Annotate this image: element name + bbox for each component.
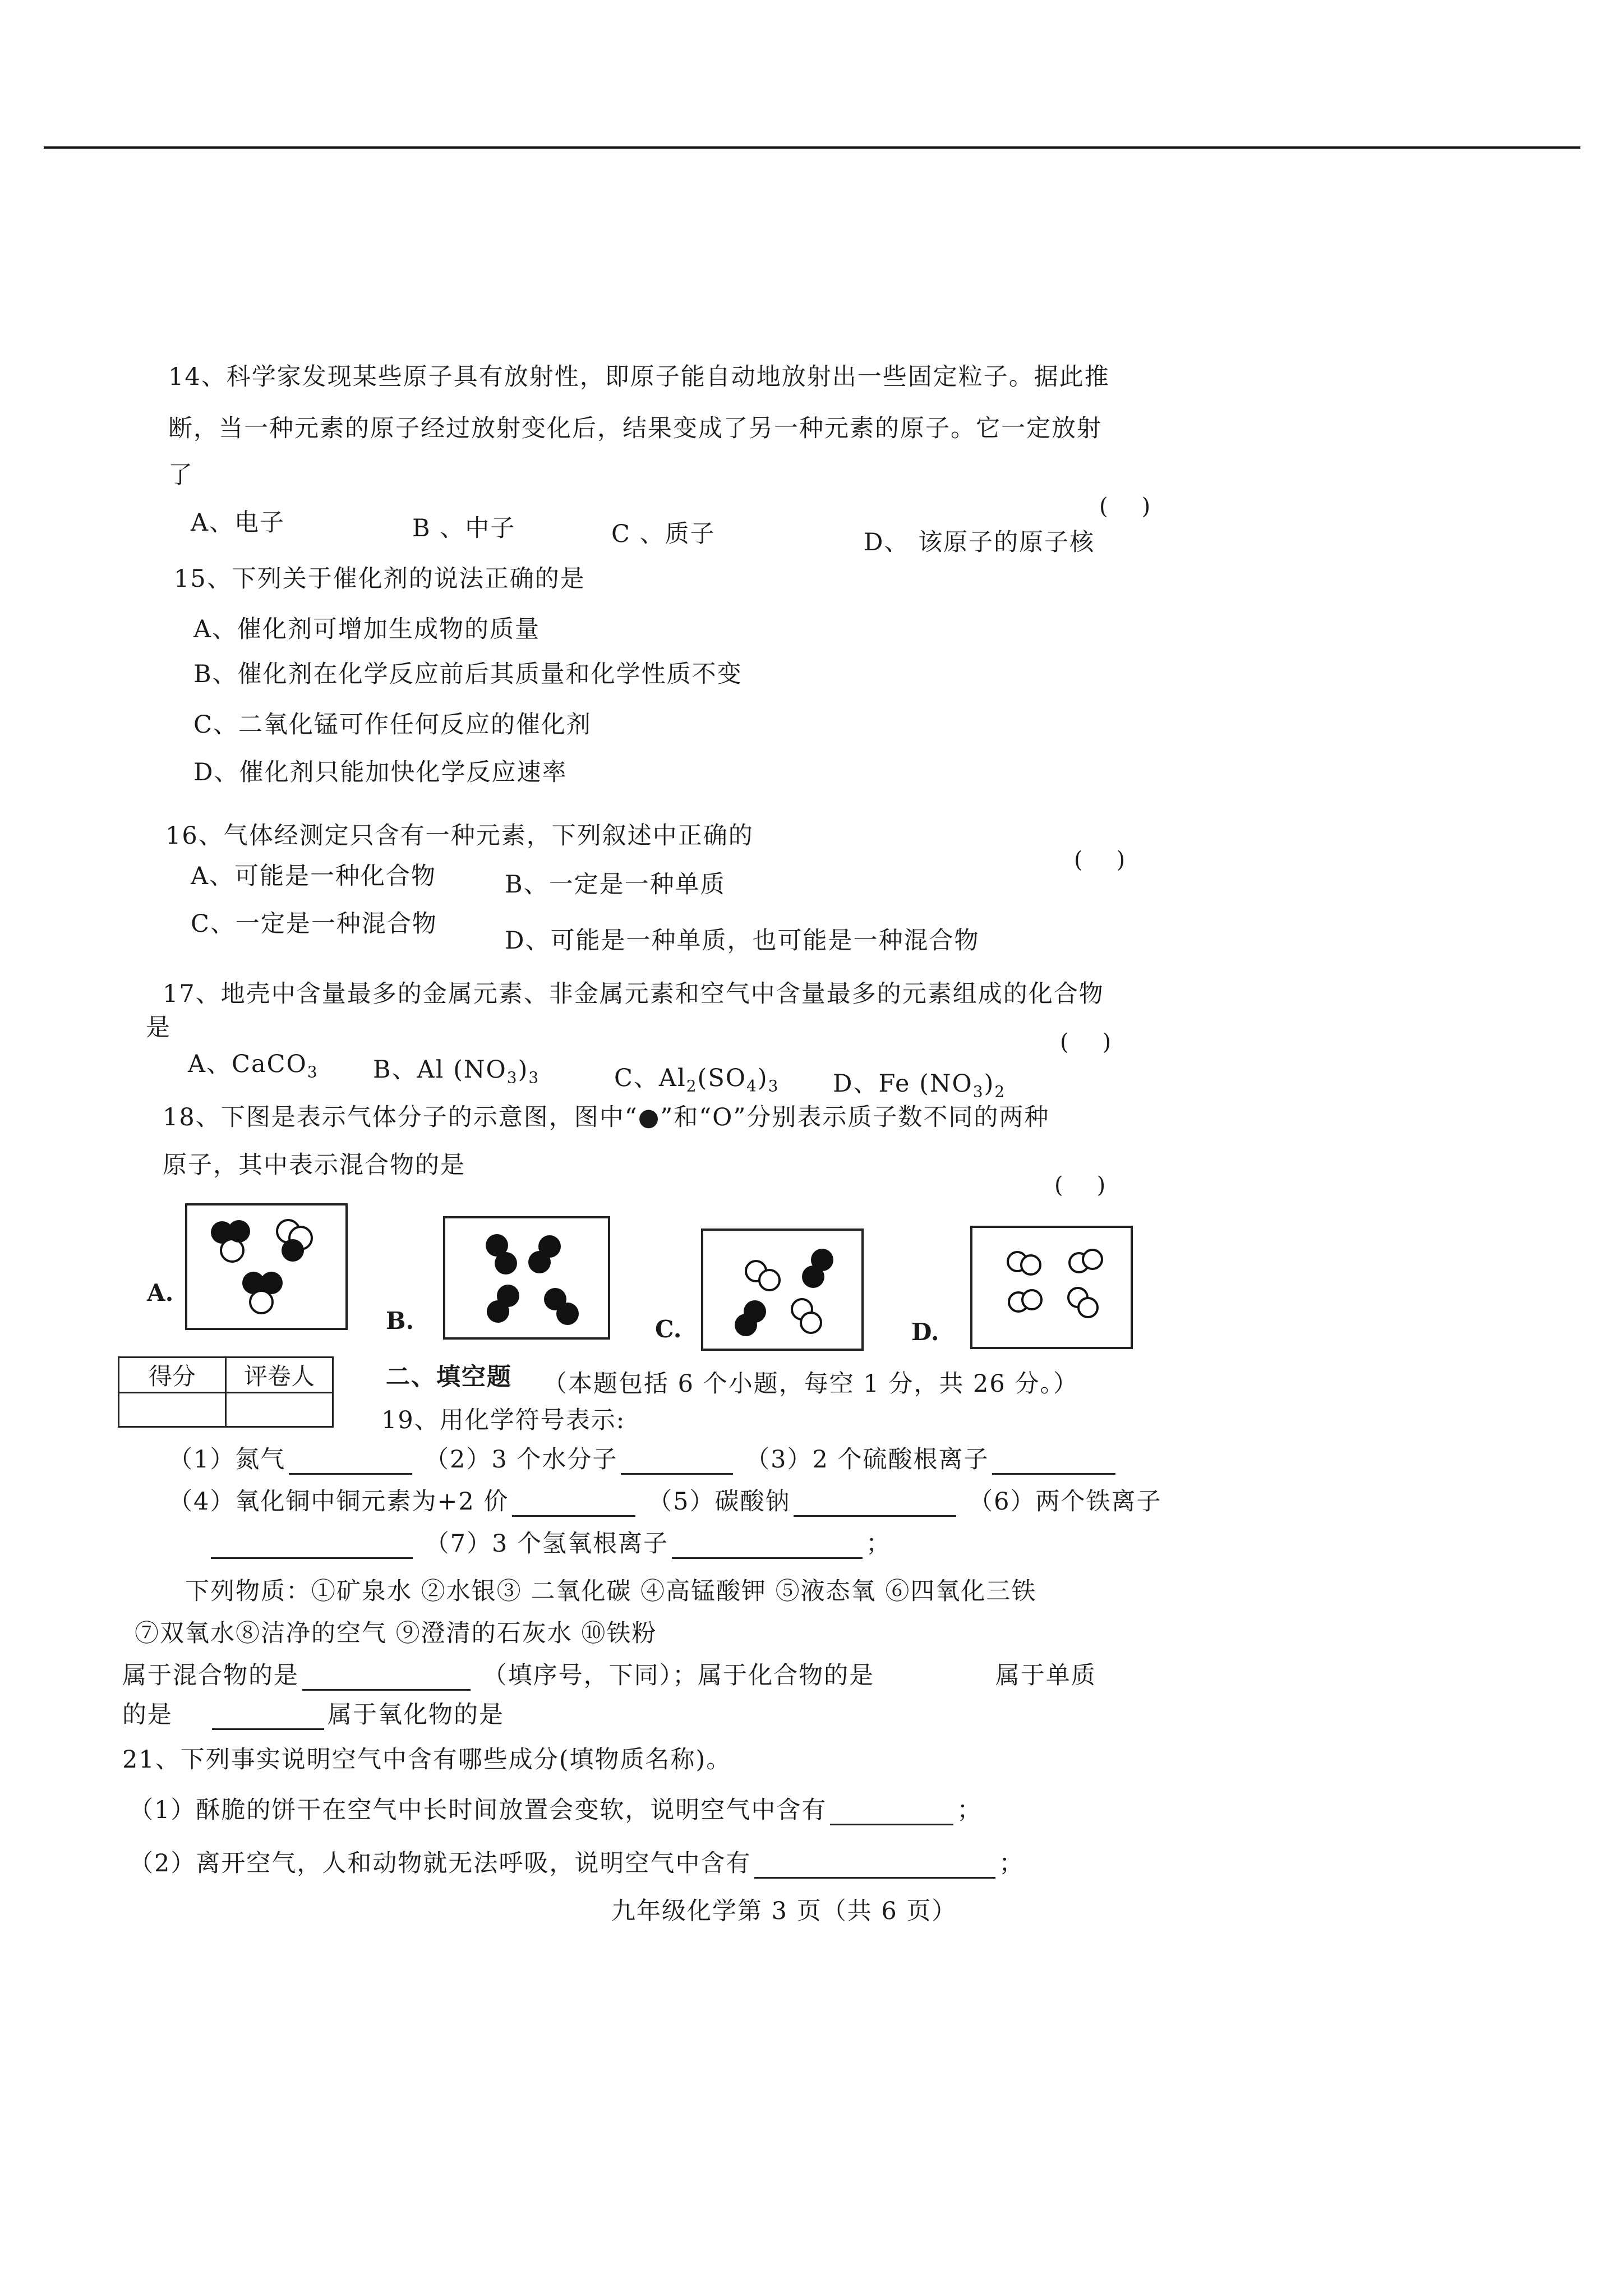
top-rule	[44, 146, 1580, 149]
diagram-d-molecules	[972, 1228, 1131, 1347]
q19-p2-blank[interactable]	[621, 1451, 733, 1475]
q20-mixture-blank[interactable]	[302, 1667, 471, 1691]
diagram-c-label: C.	[655, 1315, 682, 1343]
q17-answer-paren: ()	[1060, 1029, 1145, 1055]
q19-p3-blank[interactable]	[992, 1451, 1115, 1475]
q14-line1: 14、科学家发现某些原子具有放射性，即原子能自动地放射出一些固定粒子。据此推	[168, 363, 1110, 391]
atom-white	[1078, 1298, 1098, 1317]
q17-option-c: C、$Al_2(SO_4)_3$	[614, 1064, 780, 1096]
atom-white	[801, 1313, 821, 1333]
q19-row2	[168, 1487, 1161, 1517]
atom-white	[221, 1239, 243, 1262]
q16-stem: 16、气体经测定只含有一种元素，下列叙述中正确的	[165, 822, 754, 850]
q21-p2-label: （2）离开空气，人和动物就无法呼吸，说明空气中含有	[129, 1849, 751, 1878]
diagram-b-molecules	[445, 1218, 608, 1337]
q15-option-b: B、催化剂在化学反应前后其质量和化学性质不变	[193, 660, 743, 688]
diagram-b-box	[443, 1216, 610, 1340]
q20-element-blank[interactable]	[212, 1706, 324, 1730]
q17-option-d: D、Fe $(NO_3)_2$	[833, 1070, 1006, 1101]
q16-option-b: B、一定是一种单质	[505, 871, 726, 899]
atom-black	[282, 1239, 304, 1262]
grader-cell[interactable]	[226, 1393, 333, 1427]
q20-mixture-label: 属于混合物的是	[122, 1662, 299, 1690]
q15-option-d: D、催化剂只能加快化学反应速率	[193, 758, 568, 786]
q19-p1-blank[interactable]	[289, 1451, 412, 1475]
page-footer: 九年级化学第 3 页（共 6 页）	[611, 1897, 957, 1925]
diagram-c-box	[701, 1228, 864, 1351]
q17-option-a: A、CaCO$_3$	[188, 1050, 319, 1082]
q18-line2: 原子，其中表示混合物的是	[163, 1151, 465, 1179]
q19-p7-label: （7）3 个氢氧根离子	[425, 1530, 669, 1558]
score-table	[118, 1356, 334, 1428]
q19-p7-blank[interactable]	[672, 1535, 863, 1559]
q17-line1: 17、地壳中含量最多的金属元素、非金属元素和空气中含量最多的元素组成的化合物	[163, 980, 1104, 1008]
atom-black	[528, 1251, 551, 1273]
q19-p6-label: （6）两个铁离子	[969, 1488, 1162, 1516]
q19-p5-blank[interactable]	[794, 1493, 956, 1517]
q15-stem: 15、下列关于催化剂的说法正确的是	[174, 565, 585, 593]
q20-element-label2: 的是	[122, 1701, 173, 1729]
atom-white	[1022, 1290, 1041, 1309]
q20-line1: 下列物质：①矿泉水 ②水银③ 二氧化碳 ④高锰酸钾 ⑤液态氧 ⑥四氧化三铁	[185, 1577, 1037, 1605]
q14-option-b: B 、中子	[412, 514, 516, 542]
q21-stem: 21、下列事实说明空气中含有哪些成分(填物质名称)。	[122, 1746, 732, 1774]
q16-option-c: C、一定是一种混合物	[191, 910, 437, 938]
q21-p1-end: ；	[957, 1796, 983, 1824]
grader-header: 评卷人	[226, 1358, 333, 1393]
q19-p2-label: （2）3 个水分子	[425, 1446, 618, 1474]
q19-p3-label: （3）2 个硫酸根离子	[745, 1446, 989, 1474]
q21-p2-end: ；	[999, 1849, 1025, 1878]
atom-white	[1021, 1255, 1040, 1274]
diagram-a-box	[185, 1203, 348, 1330]
q20-element-label: 属于单质	[995, 1662, 1096, 1690]
q14-option-a: A、电子	[191, 509, 285, 537]
diagram-c-molecules	[703, 1231, 861, 1349]
q15-option-c: C、二氧化锰可作任何反应的催化剂	[193, 711, 592, 739]
q21-row2	[129, 1848, 1024, 1879]
q19-row3	[208, 1529, 891, 1559]
q19-p4-label: （4）氧化铜中铜元素为+2 价	[168, 1488, 509, 1516]
atom-black	[495, 1252, 517, 1274]
atom-black	[811, 1249, 833, 1271]
diagram-b-label: B.	[386, 1307, 414, 1335]
q17-line2: 是	[146, 1014, 171, 1042]
q18-line1: 18、下图是表示气体分子的示意图，图中“●”和“O”分别表示质子数不同的两种	[163, 1103, 1050, 1131]
q20-compound-label: （填序号，下同）；属于化合物的是	[482, 1662, 875, 1690]
q14-line3: 了	[168, 461, 193, 489]
q19-p7-end: ；	[866, 1530, 892, 1558]
atom-black	[735, 1314, 757, 1336]
q20-line3	[122, 1660, 1096, 1691]
score-cell[interactable]	[119, 1393, 226, 1427]
atom-white	[759, 1270, 780, 1290]
q19-p1-label: （1）氮气	[168, 1446, 286, 1474]
q16-option-d: D、可能是一种单质，也可能是一种混合物	[505, 927, 980, 955]
atom-black	[487, 1300, 509, 1323]
q20-line4	[122, 1700, 504, 1730]
q14-option-d: D、 该原子的原子核	[864, 528, 1095, 556]
q16-answer-paren: ()	[1074, 847, 1159, 873]
score-header: 得分	[119, 1358, 226, 1393]
section2-note: （本题包括 6 个小题，每空 1 分，共 26 分。）	[543, 1370, 1078, 1398]
q21-p2-blank[interactable]	[754, 1855, 995, 1879]
q19-row1	[168, 1444, 1119, 1475]
atom-white	[1083, 1250, 1102, 1269]
q19-p6-blank[interactable]	[211, 1535, 413, 1559]
atom-white	[250, 1291, 273, 1313]
q19-p5-label: （5）碳酸钠	[648, 1488, 791, 1516]
q17-option-b: B、Al $(NO_3)_3$	[373, 1056, 540, 1087]
q16-option-a: A、可能是一种化合物	[191, 862, 437, 890]
q20-line2: ⑦双氧水⑧洁净的空气 ⑨澄清的石灰水 ⑩铁粉	[135, 1619, 657, 1648]
q19-p4-blank[interactable]	[512, 1493, 635, 1517]
q21-row1	[129, 1795, 982, 1825]
q18-answer-paren: ()	[1054, 1172, 1140, 1198]
section2-title: 二、填空题	[386, 1363, 512, 1391]
q21-p1-label: （1）酥脆的饼干在空气中长时间放置会变软，说明空气中含有	[129, 1796, 827, 1824]
diagram-a-molecules	[187, 1205, 345, 1328]
atom-black	[556, 1303, 579, 1325]
diagram-d-label: D.	[911, 1318, 939, 1346]
diagram-a-label: A.	[147, 1279, 174, 1306]
q15-option-a: A、催化剂可增加生成物的质量	[193, 615, 541, 643]
diagram-d-box	[970, 1226, 1133, 1349]
q14-answer-paren: ()	[1099, 494, 1184, 519]
q20-oxide-label: 属于氧化物的是	[328, 1701, 504, 1729]
q21-p1-blank[interactable]	[830, 1801, 953, 1825]
q19-stem: 19、用化学符号表示:	[381, 1406, 626, 1434]
q14-line2: 断，当一种元素的原子经过放射变化后，结果变成了另一种元素的原子。它一定放射	[168, 415, 1102, 443]
atom-black	[228, 1220, 250, 1243]
q14-option-c: C 、质子	[611, 520, 716, 548]
